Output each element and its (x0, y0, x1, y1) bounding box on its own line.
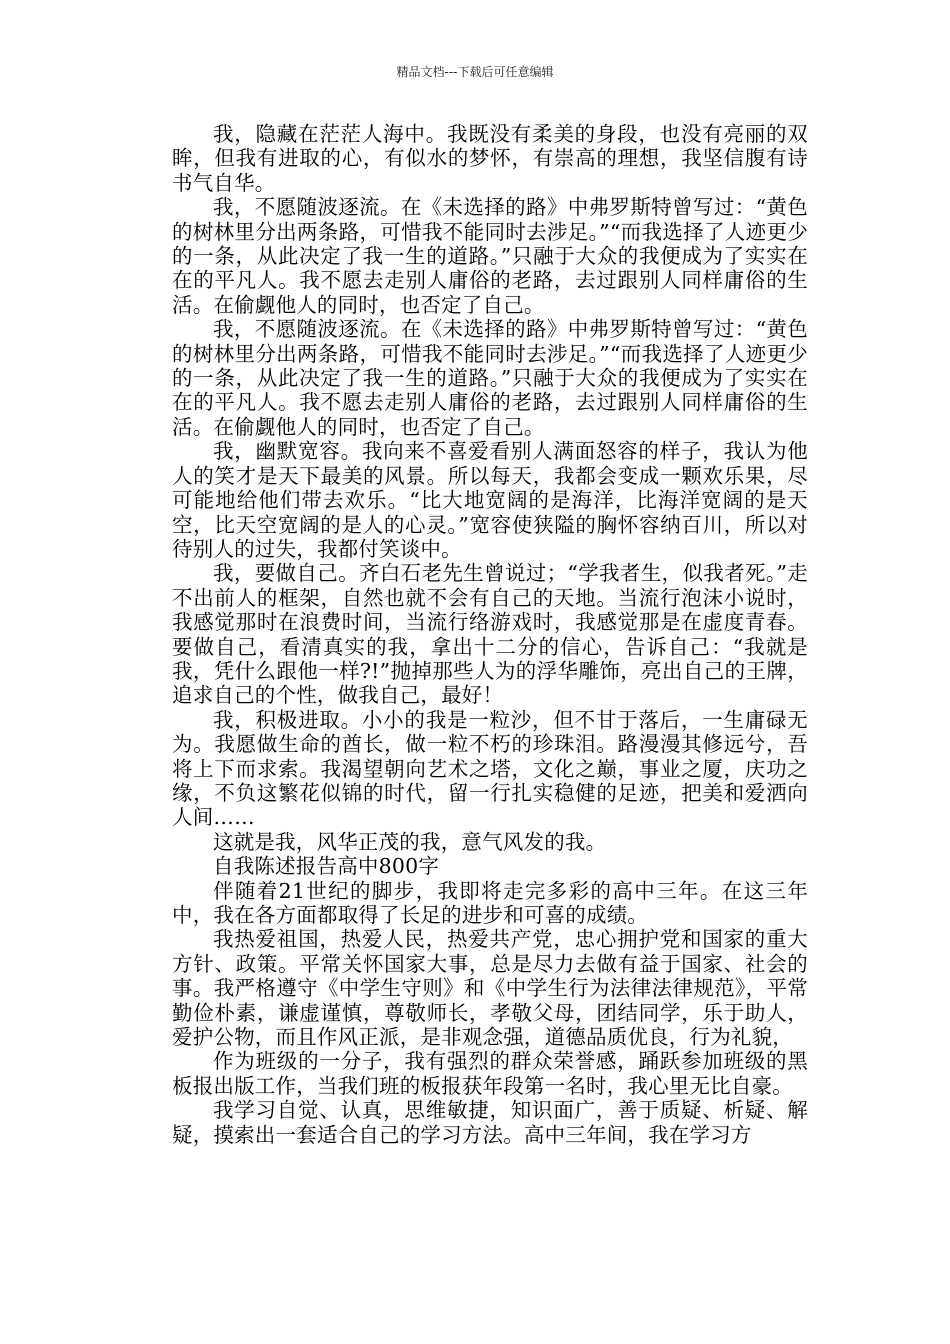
paragraph: 我，隐藏在茫茫人海中。我既没有柔美的身段，也没有亮丽的双眸，但我有进取的心，有似水的梦怀，有崇高的理想，我坚信腹有诗书气自华。 (172, 122, 808, 195)
paragraph: 我，不愿随波逐流。在《未选择的路》中弗罗斯特曾写过：“黄色的树林里分出两条路，可惜我不能同时去涉足。”“而我选择了人迹更少的一条，从此决定了我一生的道路。”只融于大众的我便成为了实实在在的平凡人。我不愿去走别人庸俗的老路，去过跟别人同样庸俗的生活。在偷觑他人的同时，也否定了自己。 (172, 195, 808, 317)
paragraph: 我，积极进取。小小的我是一粒沙，但不甘于落后，一生庸碌无为。我愿做生命的酋长，做一粒不朽的珍珠泪。路漫漫其修远兮，吾将上下而求索。我渴望朝向艺术之塔，文化之巅，事业之厦，庆功之缘，不负这繁花似锦的时代，留一行扎实稳健的足迹，把美和爱洒向人间…… (172, 707, 808, 830)
document-body (172, 122, 808, 1147)
paragraph: 作为班级的一分子，我有强烈的群众荣誉感，踊跃参加班级的黑板报出版工作，当我们班的板报获年段第一名时，我心里无比自豪。 (172, 1049, 808, 1098)
paragraph: 我，不愿随波逐流。在《未选择的路》中弗罗斯特曾写过：“黄色的树林里分出两条路，可惜我不能同时去涉足。”“而我选择了人迹更少的一条，从此决定了我一生的道路。”只融于大众的我便成为了实实在在的平凡人。我不愿去走别人庸俗的老路，去过跟别人同样庸俗的生活。在偷觑他人的同时，也否定了自己。 (172, 317, 808, 439)
paragraph: 伴随着21世纪的脚步，我即将走完多彩的高中三年。在这三年中，我在各方面都取得了长足的进步和可喜的成绩。 (172, 878, 808, 927)
paragraph: 我，幽默宽容。我向来不喜爱看别人满面怒容的样子，我认为他人的笑才是天下最美的风景。所以每天，我都会变成一颗欢乐果，尽可能地给他们带去欢乐。“比大地宽阔的是海洋，比海洋宽阔的是天空，比天空宽阔的是人的心灵。”宽容使狭隘的胸怀容纳百川，所以对待别人的过失，我都付笑谈中。 (172, 439, 808, 561)
paragraph: 这就是我，风华正茂的我，意气风发的我。 (213, 829, 607, 854)
paragraph: 我，要做自己。齐白石老先生曾说过；“学我者生，似我者死。”走不出前人的框架，自然也就不会有自己的天地。当流行泡沫小说时，我感觉那时在浪费时间，当流行络游戏时，我感觉那是在虚度青春。要做自己，看清真实的我，拿出十二分的信心，告诉自己：“我就是我，凭什么跟他一样?!”抛掉那些人为的浮华雕饰，亮出自己的王牌，追求自己的个性，做我自己，最好！ (172, 561, 808, 708)
paragraph: 我学习自觉、认真，思维敏捷，知识面广，善于质疑、析疑、解疑，摸索出一套适合自己的学习方法。高中三年间，我在学习方 (172, 1098, 808, 1147)
paragraph: 我热爱祖国，热爱人民，热爱共产党，忠心拥护党和国家的重大方针、政策。平常关怀国家大事，总是尽力去做有益于国家、社会的事。我严格遵守《中学生守则》和《中学生行为法律法律规范》，平常勤俭朴素，谦虚谨慎，尊敬师长，孝敬父母，团结同学，乐于助人，爱护公物，而且作风正派，是非观念强，道德品质优良，行为礼貌， (172, 927, 808, 1050)
page-header: 精品文档---下载后可任意编辑 (396, 65, 554, 79)
section-title: 自我陈述报告高中800字 (213, 854, 440, 879)
